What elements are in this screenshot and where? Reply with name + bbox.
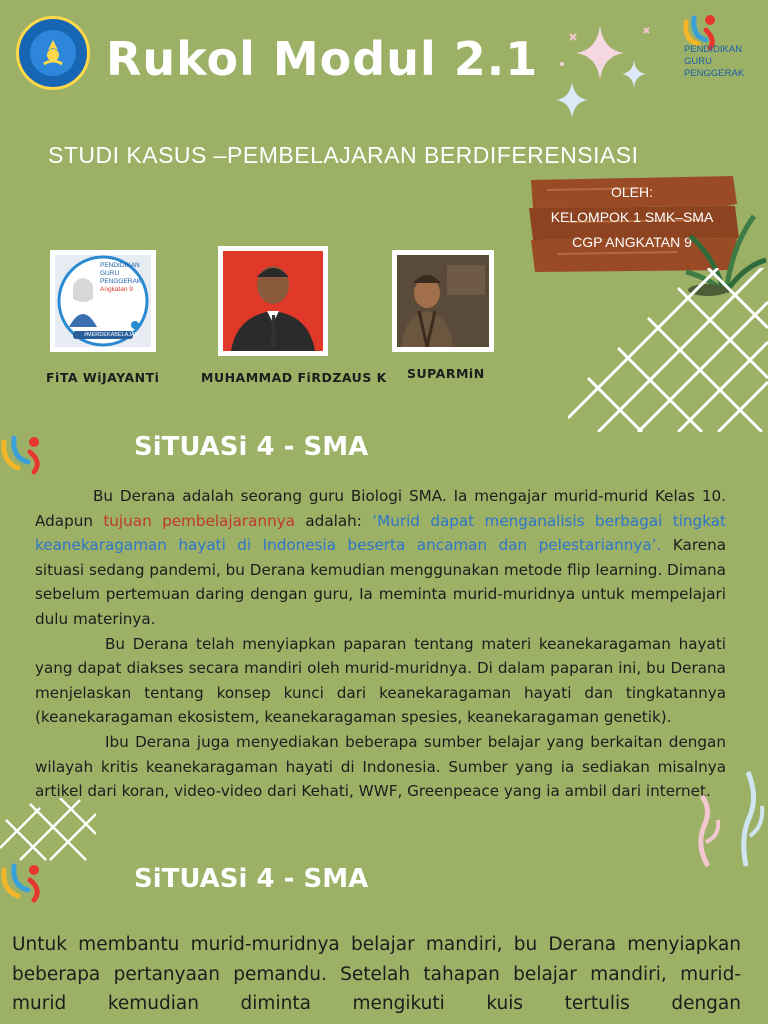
guru-penggerak-mark-icon [0, 860, 50, 906]
text-span: Karena situasi sedang pandemi, bu Derana kemudian menggunakan metode flip learning. Dimana sebelum pertemuan daring dengan guru, Ia meminta murid-muridnya untuk mempelajari dulu materinya. [35, 536, 727, 628]
story-body [35, 484, 726, 804]
member-badge-text [100, 262, 141, 294]
sign-line: CGP ANGKATAN 9 [572, 234, 692, 250]
text-span: adalah: [295, 511, 373, 530]
text-span: Bu Derana adalah seorang guru Biologi SMA. Ia mengajar murid-murid Kelas 10. Adapun [35, 487, 726, 530]
brand-line: PENDIDIKAN [684, 44, 743, 55]
badge-line: GURU [100, 270, 120, 277]
paragraph: Ibu Derana juga menyediakan beberapa sumber belajar yang berkaitan dengan wilayah kritis keanekaragaman hayati di Indonesia. Sumber yang ia sediakan misalnya artikel dari koran, video-video dari Kehati, WWF, Greenpeace yang ia ambil dari internet. [35, 732, 726, 801]
member-avatar [397, 255, 489, 347]
badge-line: Angkatan 9 [100, 286, 133, 293]
sign-line: KELOMPOK 1 SMK–SMA [550, 209, 714, 225]
learning-goal-text: ‘Murid dapat menganalisis berbagai tingkat keanekaragaman hayati di Indonesia beserta ancaman dan pelestariannya’. [35, 511, 726, 555]
member-name: MUHAMMAD FiRDZAUS K [201, 370, 387, 385]
learning-goal-label: tujuan pembelajarannya [103, 511, 295, 530]
page-title: Rukol Modul 2.1 [106, 32, 539, 86]
brand-line: PENGGERAK [684, 68, 745, 79]
section-heading: SiTUASi 4 - SMA [134, 864, 369, 894]
paragraph [35, 484, 726, 632]
sparkle-icon [548, 20, 658, 130]
sign-line: OLEH: [610, 184, 653, 200]
member-photo-suparmin [392, 250, 494, 352]
section-heading: SiTUASi 4 - SMA [134, 432, 369, 462]
tut-wuri-handayani-logo [16, 16, 90, 90]
member-badge-footer: #MERDEKABELAJAR [84, 332, 139, 338]
member-name: SUPARMiN [407, 366, 485, 381]
net-pattern [568, 268, 768, 432]
net-pattern [0, 798, 96, 862]
badge-line: PENDIDIKAN [100, 262, 140, 269]
logo-emblem-icon [30, 30, 76, 76]
member-avatar [223, 251, 323, 351]
paragraph: Bu Derana telah menyiapkan paparan tentang materi keanekaragaman hayati yang dapat diakses secara mandiri oleh murid-muridnya. Di dalam paparan ini, bu Derana menjelaskan tentang konsep kunci dari keanekaragaman hayati dan tingkatannya (keanekaragaman ekosistem, keanekaragaman spesies, keanekaragaman genetik). [35, 634, 726, 727]
brand-line: GURU [684, 56, 712, 67]
brand-text [684, 44, 744, 80]
guru-penggerak-mark-icon [0, 432, 50, 478]
page-subtitle: STUDI KASUS –PEMBELAJARAN BERDIFERENSIASI [48, 142, 639, 168]
section-text: Untuk membantu murid-muridnya belajar mandiri, bu Derana menyiapkan beberapa pertanyaan pemandu. Setelah tahapan belajar mandiri, murid-murid kemudian diminta mengikuti kuis tertulis dengan [12, 934, 741, 1014]
seaweed-icon [684, 766, 768, 870]
member-name: FiTA WiJAYANTi [46, 370, 160, 385]
badge-line: PENGGERAK [100, 278, 142, 285]
member-photo-firdzaus [218, 246, 328, 356]
